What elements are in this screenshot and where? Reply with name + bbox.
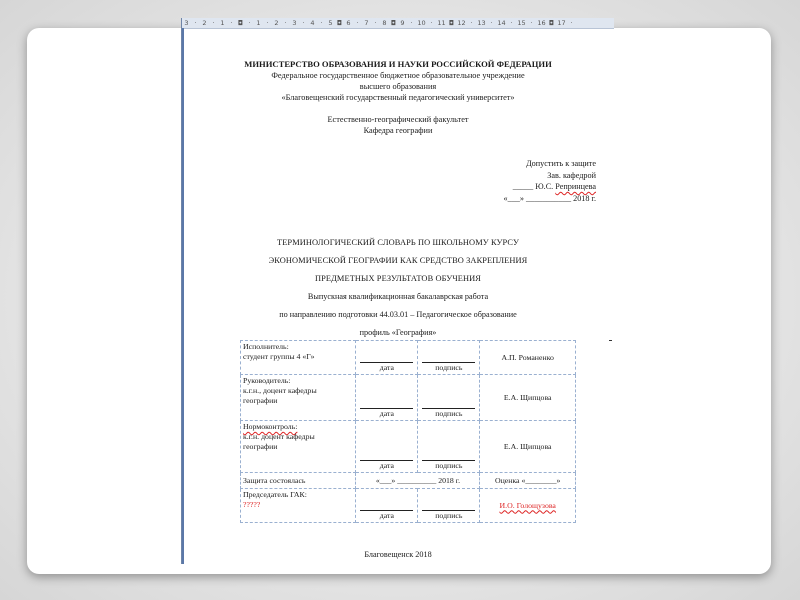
date-blank (360, 450, 413, 461)
name-cell[interactable]: Е.А. Щипцова (480, 421, 576, 473)
ruler-tick: ◘ (390, 19, 397, 27)
ruler-tick: 7 (364, 19, 369, 27)
table-row (241, 489, 576, 523)
ruler-tick: 5 (328, 19, 333, 27)
document-page[interactable] (181, 18, 614, 564)
ruler-tick: · (374, 19, 377, 27)
approval-line-2: Зав. кафедрой (547, 170, 596, 180)
date-cell[interactable] (356, 341, 418, 375)
date-cell[interactable] (356, 421, 418, 473)
ruler-tick: · (212, 19, 215, 27)
ruler-tick: · (248, 19, 251, 27)
role-detail: студент группы 4 «Г» (243, 352, 315, 361)
ruler-tick: 16 (537, 19, 546, 27)
role-detail: к.г.н., доцент кафедры (243, 386, 317, 395)
ruler-tick: 10 (417, 19, 426, 27)
ruler-tick: · (490, 19, 493, 27)
sign-cell[interactable] (418, 489, 480, 523)
sign-blank (422, 450, 475, 461)
sign-caption: подпись (435, 461, 463, 470)
ruler-tick: 1 (220, 19, 225, 27)
ruler-tick: · (320, 19, 323, 27)
date-caption: дата (379, 363, 394, 372)
role-cell[interactable] (241, 375, 356, 421)
sign-caption: подпись (435, 409, 463, 418)
date-caption: дата (379, 409, 394, 418)
approval-line-3-prefix: _____ Ю.С. (512, 182, 556, 191)
ruler-tick: ◘ (237, 19, 244, 27)
ruler-tick: · (470, 19, 473, 27)
role-label: Руководитель: (243, 376, 291, 385)
approval-line-1: Допустить к защите (526, 159, 596, 168)
ruler-tick: · (530, 19, 533, 27)
table-row (241, 375, 576, 421)
chair-placeholder: ????? (243, 500, 261, 509)
ruler-tick: ◘ (336, 19, 343, 27)
ruler-tick: ◘ (548, 19, 555, 27)
role-cell[interactable] (241, 421, 356, 473)
ruler-tick: 6 (346, 19, 351, 27)
role-detail-2: географии (243, 396, 278, 405)
ruler-tick: 8 (382, 19, 387, 27)
ruler-tick: 1 (256, 19, 261, 27)
ruler-tick: 3 (292, 19, 297, 27)
title-line-3: ПРЕДМЕТНЫХ РЕЗУЛЬТАТОВ ОБУЧЕНИЯ (315, 274, 481, 283)
title-line-2: ЭКОНОМИЧЕСКОЙ ГЕОГРАФИИ КАК СРЕДСТВО ЗАКРЕПЛЕНИЯ (268, 256, 528, 265)
ruler-tick: · (266, 19, 269, 27)
city-year-footer: Благовещенск 2018 (364, 550, 432, 559)
date-blank (360, 500, 413, 511)
ruler-tick: 4 (310, 19, 315, 27)
date-caption: дата (379, 461, 394, 470)
institution-line-2: высшего образования (359, 82, 437, 91)
title-line-1: ТЕРМИНОЛОГИЧЕСКИЙ СЛОВАРЬ ПО ШКОЛЬНОМУ КУРСУ (277, 238, 519, 247)
date-blank (360, 398, 413, 409)
sign-caption: подпись (435, 363, 463, 372)
role-detail: к.г.н. доцент кафедры (243, 432, 315, 441)
role-detail-2: географии (243, 442, 278, 451)
ruler-tick: 13 (477, 19, 486, 27)
head-of-department-name: Репринцева (555, 182, 596, 191)
ruler-tick: 11 (437, 19, 446, 27)
ruler-tick: · (570, 19, 573, 27)
ruler-tick: · (356, 19, 359, 27)
sign-caption: подпись (435, 511, 463, 520)
faculty-line: Естественно-географический факультет (327, 115, 469, 124)
ruler-tick: 15 (517, 19, 526, 27)
ruler-tick: ◘ (448, 19, 455, 27)
ruler-tick: 14 (497, 19, 506, 27)
university-line: «Благовещенский государственный педагогический университет» (281, 93, 515, 102)
date-cell[interactable] (356, 489, 418, 523)
date-caption: дата (379, 511, 394, 520)
institution-line-1: Федеральное государственное бюджетное образовательное учреждение (271, 71, 525, 80)
table-row (241, 341, 576, 375)
ruler-tick: · (284, 19, 287, 27)
sign-blank (422, 398, 475, 409)
defense-label-cell[interactable]: Защита состоялась (241, 473, 356, 489)
ministry-line: МИНИСТЕРСТВО ОБРАЗОВАНИЯ И НАУКИ РОССИЙСКОЙ ФЕДЕРАЦИИ (244, 59, 552, 69)
approval-line-4: «___» ___________ 2018 г. (503, 193, 596, 203)
approval-block (504, 158, 597, 204)
ruler-tick: · (510, 19, 513, 27)
approval-line-3 (504, 181, 597, 193)
sign-blank (422, 500, 475, 511)
ruler-tick: · (302, 19, 305, 27)
defense-date-cell[interactable]: «___» __________ 2018 г. (356, 473, 480, 489)
ruler-tick: · (194, 19, 197, 27)
table-row (241, 473, 576, 489)
sign-cell[interactable] (418, 375, 480, 421)
ruler-tick: 2 (202, 19, 207, 27)
header-block (182, 58, 614, 136)
role-cell[interactable] (241, 341, 356, 375)
role-label: Исполнитель: (243, 342, 289, 351)
chair-cell[interactable] (241, 489, 356, 523)
grade-cell[interactable]: Оценка «________» (480, 473, 576, 489)
ruler-tick: 17 (557, 19, 566, 27)
ruler-tick: 12 (457, 19, 466, 27)
chair-name: И.О. Голощузова (499, 500, 556, 510)
direction-line: по направлению подготовки 44.03.01 – Педагогическое образование (279, 310, 517, 319)
title-block (182, 234, 614, 342)
profile-line: профиль «География» (359, 328, 437, 337)
ruler-tick: 3 (184, 19, 189, 27)
ruler-tick: 2 (274, 19, 279, 27)
horizontal-ruler[interactable] (182, 18, 614, 29)
date-cell[interactable] (356, 375, 418, 421)
sign-blank (422, 352, 475, 363)
text-cursor-mark (609, 340, 612, 341)
sign-cell[interactable] (418, 421, 480, 473)
ruler-tick: · (430, 19, 433, 27)
table-row (241, 421, 576, 473)
department-line: Кафедра географии (363, 126, 433, 135)
sign-cell[interactable] (418, 341, 480, 375)
role-label: Нормоконтроль: (243, 422, 298, 431)
ruler-tick: · (230, 19, 233, 27)
ruler-tick: 9 (400, 19, 405, 27)
work-type-line: Выпускная квалификационная бакалаврская работа (307, 292, 489, 301)
date-blank (360, 352, 413, 363)
name-cell[interactable]: Е.А. Щипцова (480, 375, 576, 421)
name-cell[interactable] (480, 489, 576, 523)
ruler-tick: · (410, 19, 413, 27)
signatures-table (240, 340, 576, 523)
chair-label: Председатель ГАК: (243, 490, 307, 499)
name-cell[interactable]: А.П. Романенко (480, 341, 576, 375)
